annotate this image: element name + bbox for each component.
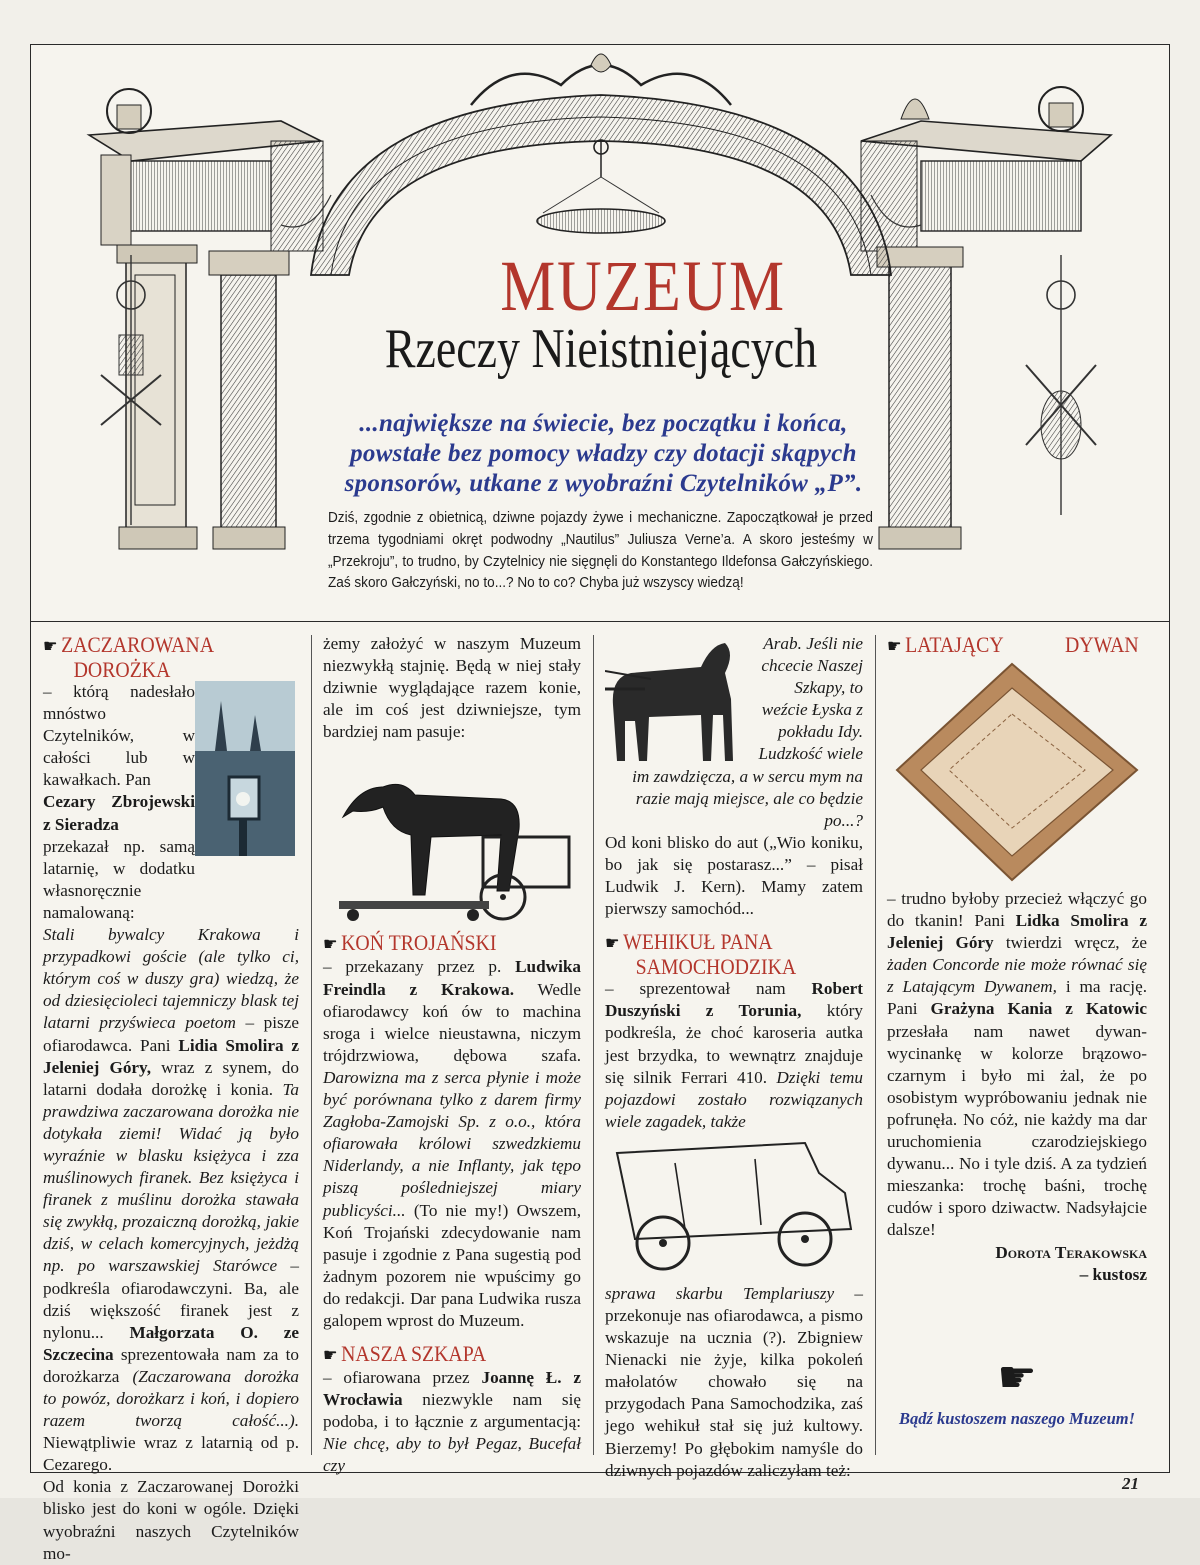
- col2-quote-2: Nie chcę, aby to był Pegaz, Bucefał czy: [323, 1434, 581, 1476]
- pointing-hand-icon: ☛: [605, 933, 620, 954]
- col3-quote-1: Arab. Jeśli nie chcecie Naszej Szkapy, to weźcie Łyska z pokładu Idy. Ludzkość wiele im zawdzięcza, a w sercu mym na razie mają miejsce, ale co będzie po...?: [632, 634, 863, 830]
- section-heading-dorozka: DOROŻKA: [73, 657, 171, 682]
- donor-name-lidka: Lidka Smolira z Jeleniej Góry: [887, 911, 1147, 953]
- column-4: ☛ LATAJĄCY DYWAN – trudno byłoby przecież włączyć go do tkanin! Pani Lidka Smolira z Jeleniej Góry twierdzi wręcz, że żaden Concorde nie może równać się z Latającym Dywanem, i ma rację. Pani Grażyna Kania z Katowic przesłała nam nawet dywan-wycinankę w kolorze brązowo-czarnym i było mi żal, że po osobistym wypróbowaniu jednak nie pofrunęła. No cóż, nie każdy ma dar uruchomienia czarodziejskiego dywanu... No i tyle dziś. A za tydzień mieszanka: trochę baśni, trochę cudów i sporo dziwactw. Nadsyłajcie dalsze! Dorota Terakowska – kustosz ☛ Bądź kustoszem naszego Muzeum!: [887, 632, 1148, 1428]
- lantern-painting: [195, 681, 295, 856]
- vintage-car-engraving: [605, 1133, 863, 1283]
- section-heading-nasza-szkapa: ☛ NASZA SZKAPA: [323, 1341, 487, 1367]
- column-1: ☛ ZACZAROWANA DOROŻKA – którą nadesłało mnóstwo Czytelników, w całości lub w kawałkach. Pan Cezary Zbrojewski z Sieradza przekazał np. samą latarnię, w dodatku własnoręcznie namalowaną: Stali bywalcy Krakowa i przypadkowi goście (ale tylko ci, którym coś w duszy gra) wiedzą, że od dziesięcioleci tajemniczy blask tej latarni przyświeca poetom – pisze ofiarodawca. Pani Lidia Smolira z Jeleniej Góry, wraz z synem, do latarni dodała dorożkę i konia. Ta prawdziwa zaczarowana dorożka nie dotykała ziemi! Widać ją było wyraźnie w blasku księżyca i zza muślinowych firanek. Bez księżyca i firanek z muślinu dorożka stawała się zwykłą, prozaiczną dorożką, jakie dziś, w celach komercyjnych, jeżdżą np. po warszawskiej Starówce – podkreśla ofiarodawczyni. Ba, ale dziś większość firanek jest z nylonu... Małgorzata O. ze Szczecina sprezentowała nam za to dorożkarza (Zaczarowana dorożka to powóz, dorożkarz i koń, i dopiero razem tworzą całość...). Niewątpliwie wraz z latarnią od p. Cezarego. Od konia z Zaczarowanej Dorożki blisko jest do koni w ogóle. Dzięki wyobraźni naszych Czytelników mo-: [43, 633, 299, 1565]
- header-divider: [31, 621, 1169, 622]
- pointing-hand-icon: ☛: [997, 1352, 1037, 1402]
- section-heading-wehikul: ☛ WEHIKUŁ PANA: [605, 929, 773, 955]
- donor-name-grazyna: Grażyna Kania z Katowic: [930, 999, 1147, 1019]
- donor-name-cezary: Cezary Zbrojewski z Sieradza: [43, 792, 195, 834]
- donor-name-ludwik: Ludwika Freindla z Krakowa.: [323, 957, 582, 999]
- col4-quote-1: żaden Concorde nie może równać się z Latającym Dywanem,: [887, 955, 1147, 997]
- section-heading-latajacy: ☛ LATAJĄCY: [887, 632, 1004, 657]
- donor-name-joanna: Joannę Ł. z Wrocławia: [323, 1368, 581, 1410]
- trojan-horse-engraving: [323, 751, 581, 927]
- col3-quote-3: sprawa skarbu Templariuszy: [605, 1283, 835, 1303]
- flying-carpet-illustration: [887, 658, 1147, 888]
- col3-quote-2: Dzięki temu pojazdowi zostało rozwiązanych wiele zagadek, także: [605, 1067, 863, 1131]
- page-title: MUZEUM: [500, 246, 786, 326]
- page-number: 21: [1122, 1474, 1139, 1493]
- col1-text-2: przekazał np. samą latarnię, w dodatku własnoręcznie namalowaną:: [43, 836, 195, 922]
- pointing-hand-icon: ☛: [323, 1345, 338, 1366]
- page-subtitle: Rzeczy Nieistniejących: [384, 318, 818, 380]
- col1-text-1: – którą nadesłało mnóstwo Czytelników, w całości lub w kawałkach. Pan: [43, 682, 195, 790]
- column-3: Arab. Jeśli nie chcecie Naszej Szkapy, to weźcie Łyska z pokładu Idy. Ludzkość wiele im zawdzięcza, a w sercu mym na razie mają miejsce, ale co będzie po...? Od koni blisko do aut („Wio koniku, bo jak się postarasz...” – pisał Ludwik J. Kern). Mamy zatem pierwszy samochód... ☛ WEHIKUŁ PANA SAMOCHODZIKA – sprezentował nam Robert Duszyński z Torunia, który podkreśla, że choć karoseria autka jest brzydka, to wewnątrz znajduje się silnik Ferrari 410. Dzięki temu pojazdowi zostało rozwiązanych wiele zagadek, także sprawa skarbu Templariuszy – przekonuje nas ofiarodawca, a pismo wskazuje na ucznia (?). Zbigniew Nienacki nie żyje, kilka pokoleń małolatów chowało się na przygodach Pana Samochodzika, zaś jego wehikuł stał się już kultowy. Bierzemy! Po głębokim namyśle do dziwnych pojazdów zaliczyłam też:: [605, 634, 864, 1480]
- col1-quote-1: Stali bywalcy Krakowa i przypadkowi goście (ale tylko ci, którym coś w duszy gra) wiedzą, że od dziesięcioleci tajemniczy blask tej latarni przyświeca poetom: [43, 925, 299, 1033]
- intro-paragraph: Dziś, zgodnie z obietnicą, dziwne pojazdy żywe i mechaniczne. Zapoczątkował je przed trzema tygodniami okręt podwodny „Nautilus” Juliusza Verne’a. A skoro jesteśmy w „Przekroju”, to trudno, by Czytelnicy nie sięgnęli do Konstantego Ildefonsa Gałczyńskiego. Zaś skoro Gałczyński, no to...? No to co? Chyba już wszyscy wiedzą!: [328, 510, 873, 592]
- curator-call-note: Bądź kustoszem naszego Muzeum!: [898, 1408, 1136, 1428]
- col3-text-1: Od koni blisko do aut („Wio koniku, bo jak się postarasz...” – pisał Ludwik J. Kern). Mamy zatem pierwszy samochód...: [605, 832, 863, 919]
- signature-name: Dorota Terakowska: [995, 1242, 1147, 1262]
- column-divider-2: [593, 635, 594, 1455]
- col2-quote-1: Darowizna ma z serca płynie i może być porównana tylko z darem firmy Zagłoba-Zamojski Sp. z o.o., która ofiarowała królowi szwedzkiemu Niderlandy, a nie Inflanty, jak tępo piszą pośledniejszej miary publicyści...: [323, 1067, 581, 1220]
- column-divider-3: [875, 635, 876, 1455]
- section-heading-samochodzika: SAMOCHODZIKA: [635, 954, 797, 980]
- donor-name-lidia: Lidia Smolira z Jeleniej Góry,: [43, 1035, 299, 1077]
- section-heading-dywan: DYWAN: [1065, 632, 1139, 657]
- signature-role: – kustosz: [1079, 1264, 1147, 1284]
- pointing-hand-icon: ☛: [43, 636, 58, 656]
- pointing-hand-icon: ☛: [887, 636, 902, 656]
- left-column-inner: [221, 275, 276, 530]
- donor-name-malgorzata: Małgorzata O. ze Szczecina: [43, 1322, 299, 1364]
- section-heading-kon-trojanski: ☛ KOŃ TROJAŃSKI: [323, 930, 497, 956]
- col2-text-1: żemy założyć w naszym Muzeum niezwykłą stajnię. Będą w niej stały dziwnie wyglądające razem konie, ale im coś jest dziwniejsze, tym bardziej nam pasuje:: [323, 634, 581, 742]
- right-column: [889, 263, 951, 531]
- pointing-hand-icon: ☛: [323, 934, 338, 955]
- cart-horse-engraving: [605, 633, 745, 763]
- donor-name-robert: Robert Duszyński z Torunia,: [605, 979, 864, 1021]
- chandelier-ring: [537, 209, 665, 233]
- section-heading-zaczarowana: ☛ ZACZAROWANA: [43, 632, 215, 657]
- col1-quote-2: Ta prawdziwa zaczarowana dorożka nie dotykała ziemi! Widać ją było wyraźnie w blasku księżyca i zza muślinowych firanek. Bez księżyca i firanek z muślinu dorożka stawała się zwykłą, prozaiczną dorożką, jakie dziś, w celach komercyjnych, jeżdżą np. po warszawskiej Starówce: [43, 1079, 300, 1276]
- col1-text-8: Od konia z Zaczarowanej Dorożki blisko jest do koni w ogóle. Dzięki wyobraźni naszych Czytelników mo-: [43, 1477, 299, 1563]
- tagline: ...największe na świecie, bez początku i końca, powstałe bez pomocy władzy czy dotacji skąpych sponsorów, utkane z wyobraźni Czytelników „P”.: [344, 410, 863, 497]
- col1-quote-3: (Zaczarowana dorożka to powóz, dorożkarz i koń, i dopiero razem tworzą całość...).: [43, 1366, 300, 1431]
- column-divider-1: [311, 635, 312, 1455]
- column-2: żemy założyć w naszym Muzeum niezwykłą stajnię. Będą w niej stały dziwnie wyglądające razem konie, ale im coś jest dziwniejsze, tym bardziej nam pasuje: ☛ KOŃ TROJAŃSKI – przekazany przez p. Ludwika Freindla z Krakowa. Wedle ofiarodawcy koń ów to machina sroga i wielce nieustawna, niczym trójdrzwiowa, dębowa szafa. Darowizna ma z serca płynie i może być porównana tylko z darem firmy Zagłoba-Zamojski Sp. z o.o., która ofiarowała królowi szwedzkiemu Niderlandy, a nie Inflanty, jak tępo piszą pośledniejszej miary publicyści... (To nie my!) Owszem, Koń Trojański zdecydowanie nam pasuje i zgodnie z Pana sugestią pod żadnym pozorem nie wpuścimy go do redakcji. Dar pana Ludwika rusza galopem wprost do Muzeum. ☛ NASZA SZKAPA – ofiarowana przez Joannę Ł. z Wrocławia niezwykle nam się podoba, i to łącznie z argumentacją: Nie chcę, aby to był Pegaz, Bucefał czy: [323, 634, 582, 1476]
- header: [31, 45, 1169, 605]
